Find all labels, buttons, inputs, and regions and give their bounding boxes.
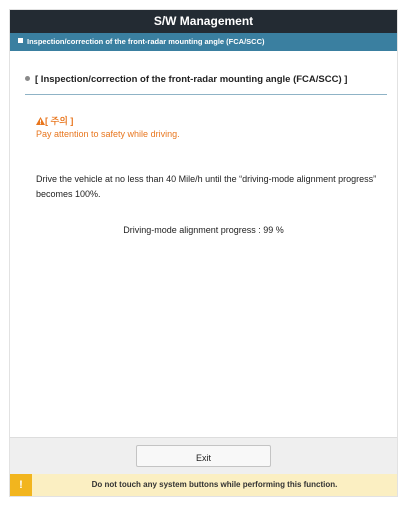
window-title: S/W Management <box>10 10 397 33</box>
notice-bar <box>10 474 397 496</box>
button-bar <box>10 437 397 474</box>
circle-bullet-icon <box>25 76 30 81</box>
function-subheader <box>10 33 397 51</box>
notice-message: Do not touch any system buttons while performing this function. <box>91 480 338 489</box>
exit-button[interactable]: Exit <box>136 445 271 467</box>
section-heading-label: [ Inspection/correction of the front-radar mounting angle (FCA/SCC) ] <box>35 74 348 85</box>
caution-heading-label: [ 주의 ] <box>45 116 74 126</box>
caution-heading <box>36 114 73 127</box>
function-subheader-label: Inspection/correction of the front-radar mounting angle (FCA/SCC) <box>27 37 265 46</box>
app-window <box>9 9 398 497</box>
section-heading <box>25 74 387 95</box>
square-bullet-icon <box>18 38 23 43</box>
instruction-text: Drive the vehicle at no less than 40 Mile/h until the “driving-mode alignment progress” becomes 100%. <box>36 174 377 199</box>
exclamation-icon: ! <box>10 474 32 496</box>
warning-triangle-icon <box>36 117 45 127</box>
caution-message: Pay attention to safety while driving. <box>36 129 180 139</box>
alignment-progress-readout: Driving-mode alignment progress : 99 % <box>123 225 284 235</box>
